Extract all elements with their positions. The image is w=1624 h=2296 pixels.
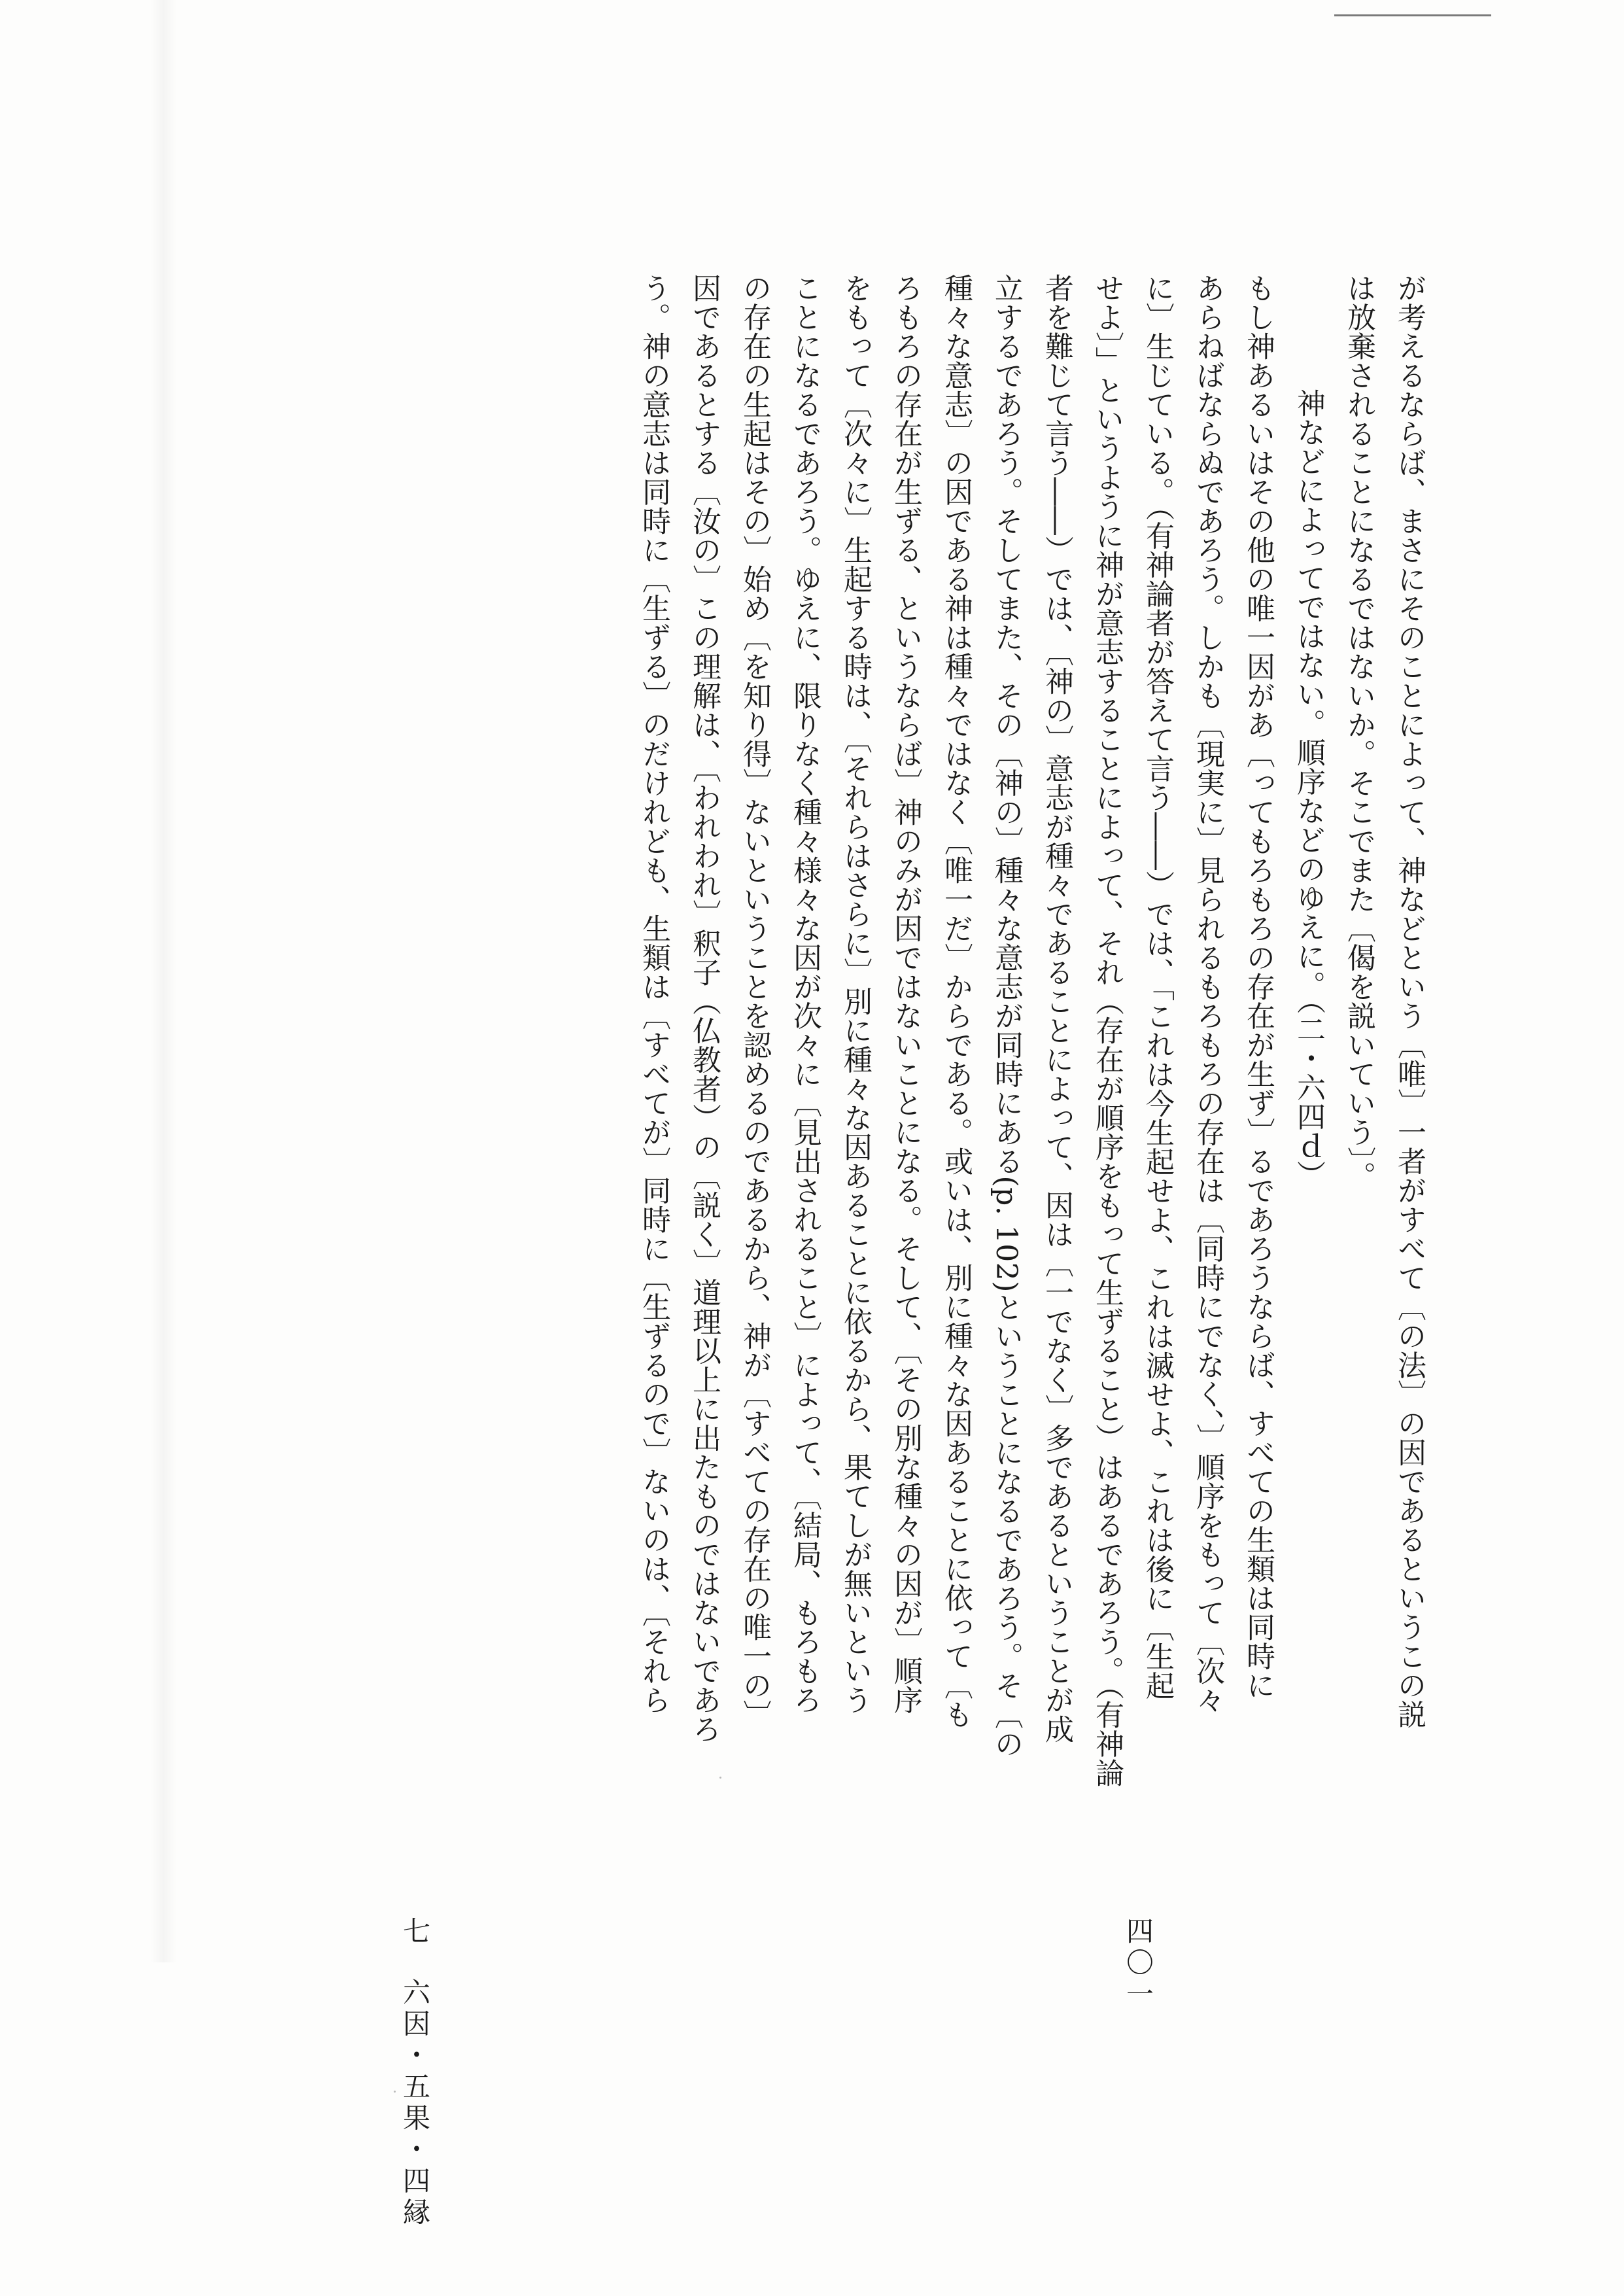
text-line: 立するであろう。そしてまた、その〔神の〕種々な意志が同時にある(p. 102)ということになるであろう。そ〔の — [990, 273, 1023, 1758]
text-line: もし神あるいはその他の唯一因があ〔ってもろもろの存在が生ず〕るであろうならば、すべての生類は同時に — [1241, 273, 1275, 1700]
top-rule — [1334, 14, 1491, 16]
text-line: をもって〔次々に〕生起する時は、〔それらはさらに〕別に種々な因あることに依るから、果てしが無いという — [838, 273, 872, 1714]
verse-line: 神などによってではない。順序などのゆえに。（二・六四ｄ） — [1292, 389, 1325, 1189]
text-line: に〕生じている。（有神論者が答えて言う――）では、「これは今生起せよ、これは滅せよ、これは後に〔生起 — [1141, 273, 1174, 1700]
running-footer — [395, 1917, 434, 2229]
chapter-title: 六因・五果・四縁 — [399, 1977, 431, 2229]
chapter-number: 七 — [399, 1917, 431, 1948]
text-line: の存在の生起はその〕始め〔を知り得〕ないということを認めるのであるから、神が〔すべての存在の唯一の〕 — [738, 273, 771, 1729]
binding-shadow — [150, 0, 177, 1962]
text-line: 種々な意志〕の因である神は種々ではなく〔唯一だ〕からである。或いは、別に種々な因あることに依って〔も — [939, 273, 973, 1729]
text-line: う。神の意志は同時に〔生ずる〕のだけれども、生類は〔すべてが〕同時に〔生ずるので〕ないのは、〔それら — [637, 273, 670, 1714]
page-number: 四〇一 — [1122, 1917, 1154, 2011]
text-line: 因であるとする〔汝の〕この理解は、〔われわれ〕釈子（仏教者）の〔説く〕道理以上に出たものではないであろ — [687, 273, 721, 1744]
speckle — [719, 1777, 721, 1779]
main-text — [629, 273, 1434, 1788]
text-line: 者を難じて言う――）では、〔神の〕意志が種々であることによって、因は〔一でなく〕多であるということが成 — [1040, 273, 1073, 1744]
text-line: せよ〕」というように神が意志することによって、それ（存在が順序をもって生ずること）はあるであろう。（有神論 — [1090, 273, 1124, 1788]
text-line: ことになるであろう。ゆえに、限りなく種々様々な因が次々に〔見出されること〕によって、〔結局、もろもろ — [788, 273, 821, 1714]
text-line: は放棄されることになるではないか。そこでまた〔偈を説いていう〕。 — [1342, 273, 1375, 1191]
text-line: ろもろの存在が生ずる、というならば〕神のみが因ではないことになる。そして、〔その別な種々の因が〕順序 — [889, 273, 922, 1714]
text-line: が考えるならば、まさにそのことによって、神などという〔唯〕一者がすべて〔の法〕の因であるというこの説 — [1392, 273, 1426, 1729]
text-line: あらねばならぬであろう。しかも〔現実に〕見られるもろもろの存在は〔同時にでなく、〕順序をもって〔次々 — [1191, 273, 1224, 1714]
